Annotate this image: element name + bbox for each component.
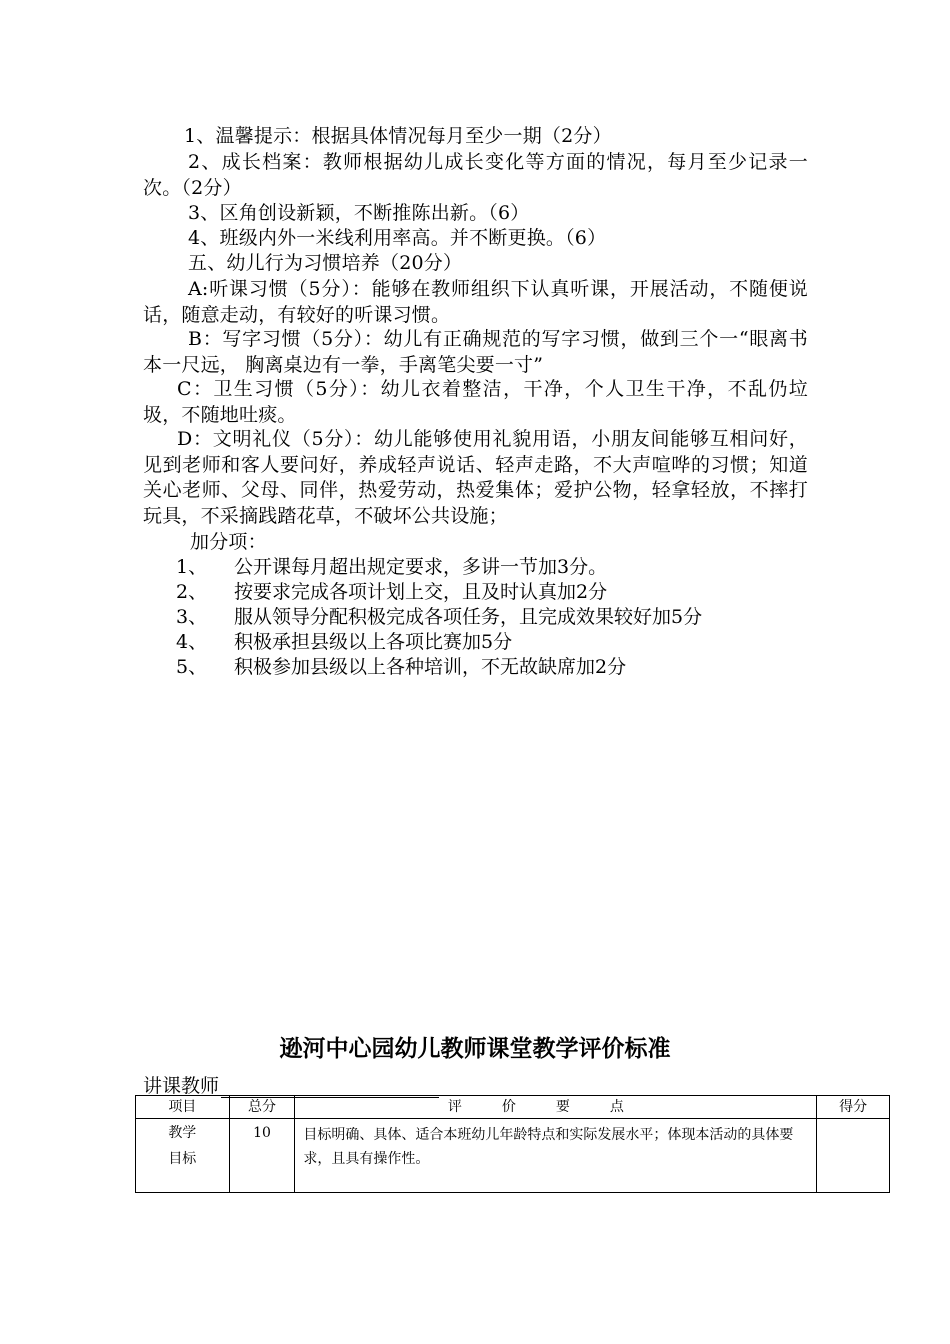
row-item-line: 教学 bbox=[168, 1125, 197, 1141]
bonus-item bbox=[176, 555, 607, 581]
bonus-item-text: 积极参加县级以上各种培训，不无故缺席加2分 bbox=[234, 656, 627, 678]
section5-heading: 五、幼儿行为习惯培养（20分） bbox=[188, 252, 463, 274]
bonus-item-text: 积极承担县级以上各项比赛加5分 bbox=[234, 631, 513, 653]
habit-writing: B：写字习惯（5分）：幼儿有正确规范的写字习惯，做到三个一“眼离书本一尺远， 胸离桌边有一拳，手离笔尖要一寸” bbox=[143, 328, 808, 376]
bonus-item-text: 公开课每月超出规定要求，多讲一节加3分。 bbox=[234, 556, 608, 578]
row-item-line: 目标 bbox=[168, 1151, 197, 1167]
evaluation-table bbox=[135, 1095, 890, 1193]
row-points: 目标明确、具体、适合本班幼儿年龄特点和实际发展水平；体现本活动的具体要求，且具有操作性。 bbox=[295, 1119, 817, 1193]
bonus-item-number: 4、 bbox=[176, 631, 208, 653]
bonus-item-text: 按要求完成各项计划上交，且及时认真加2分 bbox=[234, 581, 608, 603]
header-item: 项目 bbox=[136, 1096, 230, 1119]
table-row bbox=[136, 1119, 890, 1193]
header-total: 总分 bbox=[229, 1096, 295, 1119]
bonus-item-text: 服从领导分配积极完成各项任务，且完成效果较好加5分 bbox=[234, 606, 703, 628]
header-score: 得分 bbox=[817, 1096, 890, 1119]
bonus-item bbox=[176, 580, 607, 606]
row-total: 10 bbox=[229, 1119, 295, 1193]
bonus-item-number: 3、 bbox=[176, 606, 208, 628]
habit-listening: A:听课习惯（5分）：能够在教师组织下认真听课，开展活动，不随便说话，随意走动，有较好的听课习惯。 bbox=[143, 278, 808, 326]
teacher-label: 讲课教师 bbox=[143, 1075, 220, 1097]
habit-etiquette: D：文明礼仪（5分）：幼儿能够使用礼貌用语，小朋友间能够互相问好，见到老师和客人要问好，养成轻声说话、轻声走路，不大声喧哗的习惯；知道关心老师、父母、同伴，热爱劳动，热爱集体；爱护公物，轻拿轻放，不摔打玩具，不采摘践踏花草，不破坏公共设施； bbox=[143, 428, 808, 527]
bonus-item-number: 5、 bbox=[176, 656, 208, 678]
header-points: 评价要点 bbox=[295, 1096, 817, 1119]
bonus-item bbox=[176, 655, 626, 681]
bonus-heading: 加分项： bbox=[190, 531, 267, 553]
row-score bbox=[817, 1119, 890, 1193]
row-item bbox=[136, 1119, 230, 1193]
section4-item-2: 2、成长档案：教师根据幼儿成长变化等方面的情况，每月至少记录一次。（2分） bbox=[143, 151, 808, 199]
section4-item-4: 4、班级内外一米线利用率高。并不断更换。（6） bbox=[188, 227, 607, 249]
habit-hygiene: C：卫生习惯（5分）：幼儿衣着整洁，干净，个人卫生干净，不乱仍垃圾，不随地吐痰。 bbox=[143, 378, 808, 426]
section4-item-3: 3、区角创设新颖，不断推陈出新。（6） bbox=[188, 202, 530, 224]
bonus-item bbox=[176, 630, 512, 656]
teacher-field bbox=[143, 1071, 439, 1098]
bonus-item bbox=[176, 605, 702, 631]
evaluation-title: 逊河中心园幼儿教师课堂教学评价标准 bbox=[279, 1036, 671, 1062]
bonus-item-number: 2、 bbox=[176, 581, 208, 603]
table-header-row bbox=[136, 1096, 890, 1119]
section4-item-1: 1、温馨提示：根据具体情况每月至少一期（2分） bbox=[184, 125, 612, 147]
bonus-item-number: 1、 bbox=[176, 556, 208, 578]
